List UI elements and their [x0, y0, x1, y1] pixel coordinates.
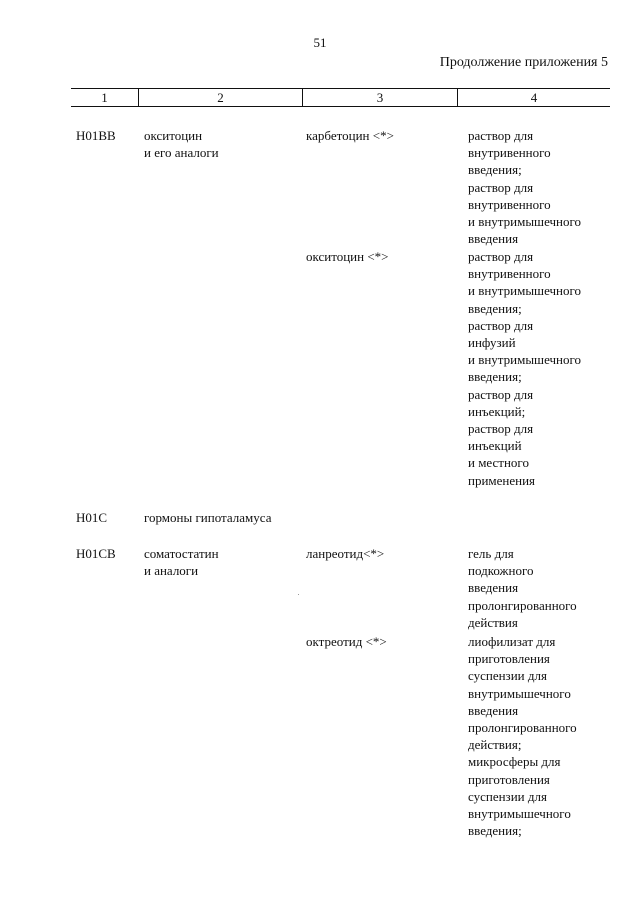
atc-code: H01BB	[76, 128, 116, 143]
dosage-forms	[468, 633, 577, 839]
group-line: и аналоги	[144, 563, 199, 579]
form-line: введения;	[468, 162, 522, 178]
group-name: гормоны гипоталамуса	[144, 510, 272, 525]
dosage-forms	[468, 545, 577, 631]
group-line: окситоцин	[144, 128, 203, 143]
dosage-forms	[468, 248, 581, 489]
form-line: введения	[468, 580, 519, 596]
form-line: введения;	[468, 369, 522, 385]
drug-name: ланреотид<*>	[306, 546, 385, 561]
form-line: суспензии для	[468, 788, 547, 804]
group-name	[144, 127, 219, 161]
group-line: и его аналоги	[144, 145, 219, 161]
form-line: действия;	[468, 737, 522, 753]
form-line: и внутримышечного	[468, 214, 582, 230]
form-line: раствор для	[468, 128, 534, 143]
page-number: 51	[313, 35, 327, 50]
form-line: приготовления	[468, 651, 550, 667]
form-line: и местного	[468, 455, 529, 471]
header-col-3: 3	[303, 89, 458, 106]
form-line: введения;	[468, 823, 522, 839]
form-line: и внутримышечного	[468, 283, 582, 299]
form-line: введения	[468, 231, 519, 247]
form-line: раствор для	[468, 179, 534, 195]
form-line: раствор для	[468, 421, 534, 437]
form-line: раствор для	[468, 386, 534, 402]
group-line: соматостатин	[144, 546, 219, 561]
form-line: внутримышечного	[468, 685, 571, 701]
form-line: раствор для	[468, 317, 534, 333]
form-line: раствор для	[468, 249, 534, 264]
form-line: пролонгированного	[468, 597, 577, 613]
form-line: суспензии для	[468, 668, 547, 684]
drug-name: окситоцин <*>	[306, 249, 389, 264]
form-line: внутривенного	[468, 145, 551, 161]
form-line: введения;	[468, 300, 522, 316]
atc-code: H01CB	[76, 546, 116, 561]
drug-name: октреотид <*>	[306, 634, 387, 649]
form-line: введения	[468, 702, 519, 718]
form-line: инфузий	[468, 335, 516, 351]
continuation-title: Продолжение приложения 5	[439, 55, 608, 70]
atc-code: H01C	[76, 510, 108, 525]
form-line: и внутримышечного	[468, 352, 582, 368]
form-line: пролонгированного	[468, 720, 577, 736]
form-line: действия	[468, 614, 518, 630]
form-line: приготовления	[468, 771, 550, 787]
group-name	[144, 545, 219, 579]
dosage-forms	[468, 127, 581, 247]
form-line: применения	[468, 472, 536, 488]
header-col-2: 2	[139, 89, 303, 106]
form-line: микросферы для	[468, 754, 561, 770]
scan-speck	[298, 594, 299, 595]
form-line: внутривенного	[468, 266, 551, 282]
form-line: инъекций;	[468, 403, 526, 419]
form-line: внутримышечного	[468, 806, 571, 822]
header-col-4: 4	[530, 90, 538, 105]
form-line: лиофилизат для	[468, 634, 556, 649]
drug-name: карбетоцин <*>	[306, 128, 394, 143]
form-line: внутривенного	[468, 196, 551, 212]
form-line: инъекций	[468, 438, 522, 454]
form-line: гель для	[468, 546, 514, 561]
table-header	[71, 88, 610, 107]
header-col-1: 1	[71, 89, 139, 106]
form-line: подкожного	[468, 563, 534, 579]
